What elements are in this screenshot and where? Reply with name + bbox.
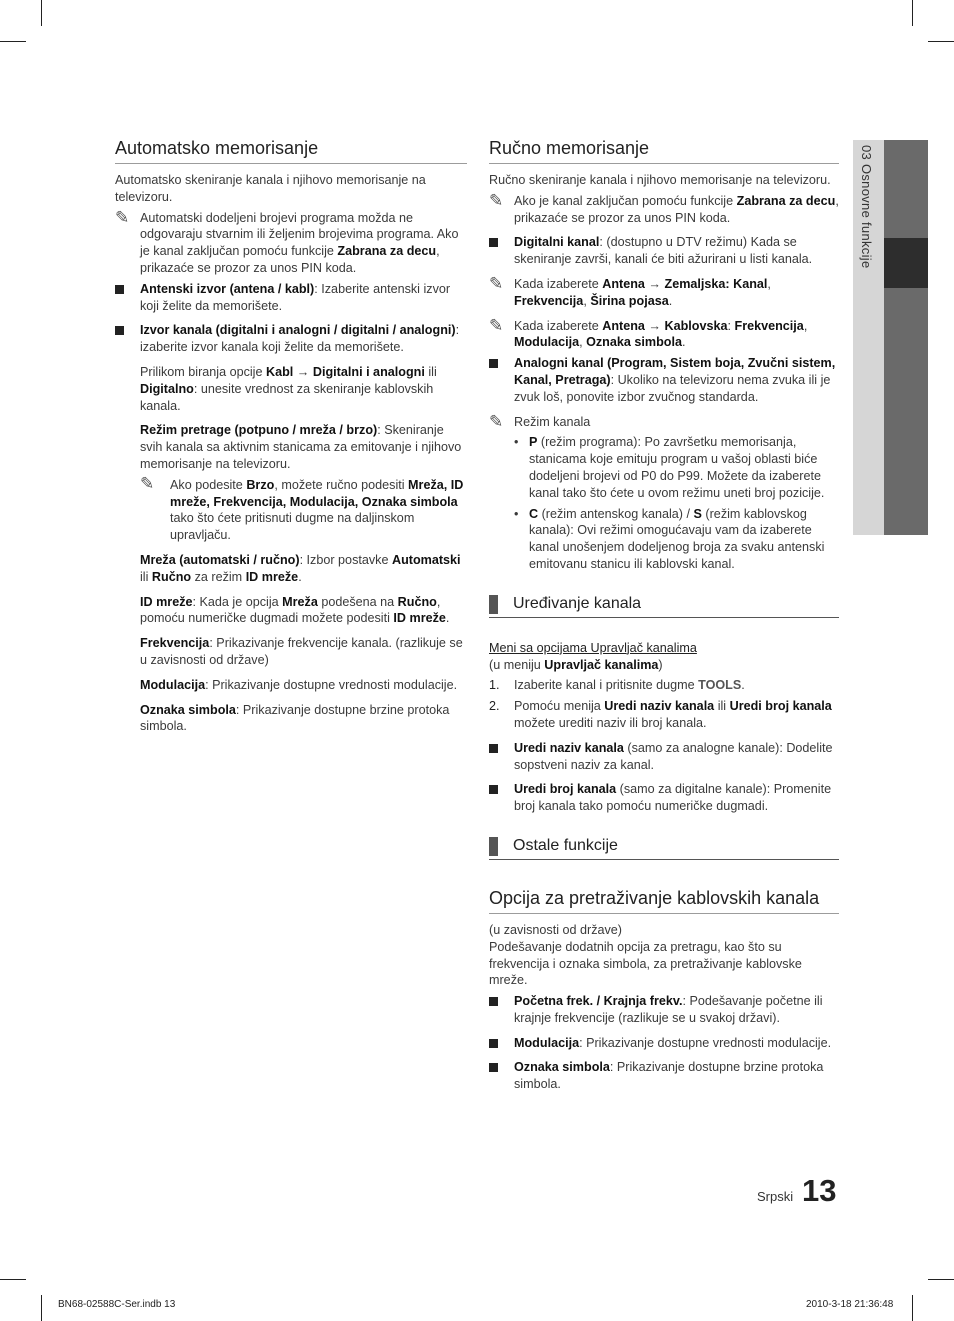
step-1: 1. Izaberite kanal i pritisnite dugme TOOLS. <box>489 678 745 693</box>
crop-mark <box>41 0 42 26</box>
crop-mark <box>912 0 913 26</box>
paragraph-network: Mreža (automatski / ručno): Izbor postavke Automatski ili Ručno za režim ID mreže. <box>140 552 461 584</box>
list-item-antenna-source: Antenski izvor (antena / kabl): Izaberite antenski izvor koji želite da memorišete. <box>115 281 467 315</box>
section-bar-icon <box>489 595 498 614</box>
step-2: 2. Pomoću menija Uredi naziv kanala ili Uredi broj kanala možete urediti naziv ili broj kanala. <box>489 699 832 730</box>
paragraph-cable-option: Prilikom biranja opcije Kabl → Digitalni i analogni ili Digitalno: unesite vrednost za skeniranje kablovskih kanala. <box>140 364 437 413</box>
chapter-tab-marker <box>884 238 928 288</box>
menu-link: Meni sa opcijama Upravljač kanalima <box>489 640 697 655</box>
pencil-note-icon: ✎ <box>115 207 130 227</box>
crop-mark <box>912 1295 913 1321</box>
list-item-start-end-freq: Početna frek. / Krajnja frekv.: Podešavanje početne ili krajnje frekvencije (razlikuje se u svakoj državi). <box>489 993 839 1027</box>
paragraph-frequency: Frekvencija: Prikazivanje frekvencije kanala. (razlikuje se u zavisnosti od države) <box>140 636 463 667</box>
footer-language: Srpski <box>757 1189 794 1204</box>
list-item-channel-source: Izvor kanala (digitalni i analogni / digitalni / analogni): izaberite izvor kanala koji želite da memorišete. <box>115 322 467 356</box>
list-item-analog-channel: Analogni kanal (Program, Sistem boja, Zvučni sistem, Kanal, Pretraga): Ukoliko na televizoru nema zvuka ili je zvuk loš, ponovite izbor zvučnog standarda. <box>489 355 839 405</box>
list-item-digital-channel: Digitalni kanal: (dostupno u DTV režimu) Kada se skeniranje završi, kanali će biti ažurirani u listi kanala. <box>489 234 839 268</box>
crop-mark <box>928 41 954 42</box>
black-square-bullet-icon <box>489 238 498 247</box>
auto-store-intro: Automatsko skeniranje kanala i njihovo memorisanje na televizoru. <box>115 173 426 204</box>
bullet-antenna-cable-mode: • C (režim antenskog kanala) / S (režim kablovskog kanala): Ovi režimi omogućavaju vam da izaberete kanal unošenjem dodeljenog broja za svaku antenski emitovanu stanicu ili kablovski kanal. <box>514 506 825 571</box>
section-title-manual-store: Ručno memorisanje <box>489 138 839 164</box>
black-square-bullet-icon <box>489 997 498 1006</box>
list-item-modulation: Modulacija: Prikazivanje dostupne vrednosti modulacije. <box>489 1035 839 1052</box>
note: ✎ Automatski dodeljeni brojevi programa možda ne odgovaraju stvarnim ili željenim brojevima programa. Ako je kanal zaključan pomoću funkcije Zabrana za decu, prikazaće se prozor za unos PIN koda. <box>115 207 459 275</box>
crop-mark <box>928 1279 954 1280</box>
bullet-program-mode: • P (režim programa): Po završetku memorisanja, stanicama koje emituju program u vašoj oblasti biće dodeljeni brojevi od P0 do P99. Možete da izaberete kanal tako što ćete u ovom režimu uneti broj pozicije. <box>514 435 825 500</box>
cable-search-subtitle: (u zavisnosti od države) <box>489 922 622 937</box>
paragraph-network-id: ID mreže: Kada je opcija Mreža podešena na Ručno, pomoću numeričke dugmadi možete podesiti ID mreže. <box>140 594 450 626</box>
bullet-dot-icon: • <box>514 435 519 450</box>
chapter-label: 03 Osnovne funkcije <box>859 145 874 269</box>
pencil-note-icon: ✎ <box>489 315 504 335</box>
black-square-bullet-icon <box>115 326 124 335</box>
paragraph-symbol-rate: Oznaka simbola: Prikazivanje dostupne brzine protoka simbola. <box>140 702 450 734</box>
list-item-edit-number: Uredi broj kanala (samo za digitalne kanale): Promenite broj kanala tako pomoću numeričke dugmadi. <box>489 781 839 815</box>
pencil-note-icon: ✎ <box>489 273 504 293</box>
note-terrestrial: ✎ Kada izaberete Antena → Zemaljska: Kanal, Frekvencija, Širina pojasa. <box>489 273 771 308</box>
chapter-tab-dark <box>884 140 928 535</box>
list-item-symbol-rate: Oznaka simbola: Prikazivanje dostupne brzine protoka simbola. <box>489 1059 839 1093</box>
black-square-bullet-icon <box>489 1039 498 1048</box>
crop-mark <box>0 1279 26 1280</box>
section-title-auto-store: Automatsko memorisanje <box>115 138 467 164</box>
pencil-note-icon: ✎ <box>140 473 155 493</box>
section-title-edit-channels: Uređivanje kanala <box>489 595 839 618</box>
left-column <box>115 138 467 735</box>
black-square-bullet-icon <box>115 285 124 294</box>
list-item-edit-name: Uredi naziv kanala (samo za analogne kanale): Dodelite sopstveni naziv za kanal. <box>489 740 839 774</box>
black-square-bullet-icon <box>489 359 498 368</box>
bullet-dot-icon: • <box>514 506 519 521</box>
print-date-info: 2010-3-18 21:36:48 <box>806 1299 894 1310</box>
note: ✎ Ako je kanal zaključan pomoću funkcije Zabrana za decu, prikazaće se prozor za unos PIN koda. <box>489 190 839 225</box>
page-number: 13 <box>802 1173 837 1208</box>
print-file-info: BN68-02588C-Ser.indb 13 <box>58 1299 176 1310</box>
pencil-note-icon: ✎ <box>489 411 504 431</box>
manual-store-intro: Ručno skeniranje kanala i njihovo memorisanje na televizoru. <box>489 173 831 187</box>
section-bar-icon <box>489 837 498 856</box>
note-fast-mode: ✎ Ako podesite Brzo, možete ručno podesiti Mreža, ID mreže, Frekvencija, Modulacija, Oznaka simbola tako što ćete pritisnuti dugme na daljinskom upravljaču. <box>140 473 464 543</box>
pencil-note-icon: ✎ <box>489 190 504 210</box>
right-column <box>489 138 839 1093</box>
paragraph-search-mode: Režim pretrage (potpuno / mreža / brzo): Skeniranje svih kanala sa aktivnim stanicama za emitovanje i njihovo memorisanje na televizoru. <box>140 423 462 471</box>
note-channel-mode: ✎ Režim kanala <box>489 411 591 431</box>
crop-mark <box>0 41 26 42</box>
menu-subtitle: (u meniju Upravljač kanalima) <box>489 657 663 672</box>
black-square-bullet-icon <box>489 785 498 794</box>
cable-search-intro: Podešavanje dodatnih opcija za pretragu, kao što su frekvencija i oznaka simbola, za pretraživanje kablovske mreže. <box>489 939 802 988</box>
paragraph-modulation: Modulacija: Prikazivanje dostupne vrednosti modulacije. <box>140 677 458 692</box>
crop-mark <box>41 1295 42 1321</box>
section-title-other-functions: Ostale funkcije <box>489 837 839 860</box>
section-title-cable-search-option: Opcija za pretraživanje kablovskih kanala <box>489 888 839 914</box>
note-cable: ✎ Kada izaberete Antena → Kablovska: Frekvencija, Modulacija, Oznaka simbola. <box>489 315 808 350</box>
black-square-bullet-icon <box>489 1063 498 1072</box>
black-square-bullet-icon <box>489 744 498 753</box>
